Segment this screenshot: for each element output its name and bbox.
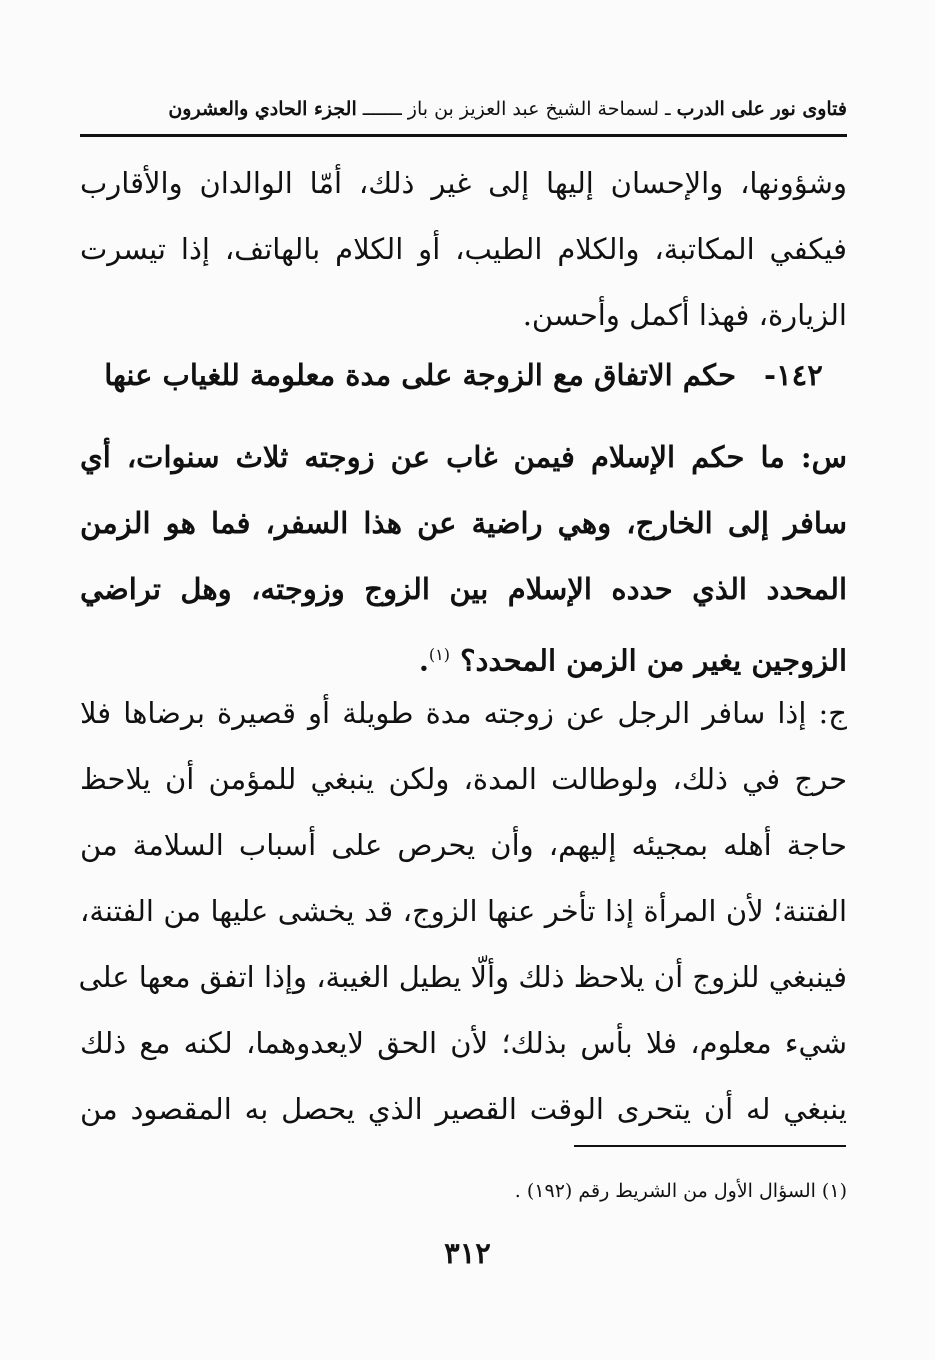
answer-paragraph bbox=[80, 680, 847, 1142]
text-line: فينبغي للزوج أن يلاحظ ذلك وألّا يطيل الغيبة، وإذا اتفق معها على bbox=[78, 960, 847, 994]
volume-label: الجزء الحادي والعشرون bbox=[168, 98, 357, 120]
question-last-text: الزوجين يغير من الزمن المحدد؟ bbox=[460, 643, 847, 678]
header-rule bbox=[80, 134, 847, 137]
continuation-paragraph bbox=[80, 150, 847, 348]
header-dash: ـــــــ bbox=[356, 98, 408, 120]
section-heading bbox=[80, 358, 847, 392]
text-line: حاجة أهله بمجيئه إليهم، وأن يحرص على أسباب السلامة من bbox=[80, 828, 847, 862]
text-line: الزيارة، فهذا أكمل وأحسن. bbox=[522, 298, 847, 332]
page-number: ٣١٢ bbox=[444, 1236, 491, 1270]
header-separator: ـ bbox=[659, 98, 677, 120]
section-number: ١٤٢- bbox=[764, 358, 823, 392]
footnote-reference: (١) bbox=[428, 645, 451, 664]
question-paragraph bbox=[80, 424, 847, 688]
text-line: المحدد الذي حدده الإسلام بين الزوج وزوجته، وهل تراضي bbox=[80, 572, 847, 606]
text-line: شيء معلوم، فلا بأس بذلك؛ لأن الحق لايعدوهما، لكنه مع ذلك bbox=[80, 1026, 847, 1060]
text-line: ج: إذا سافر الرجل عن زوجته مدة طويلة أو قصيرة برضاها فلا bbox=[80, 696, 847, 730]
text-line bbox=[80, 622, 847, 688]
text-line: الفتنة؛ لأن المرأة إذا تأخر عنها الزوج، قد يخشى عليها من الفتنة، bbox=[80, 894, 847, 928]
text-line: حرج في ذلك، ولوطالت المدة، ولكن ينبغي للمؤمن أن يلاحظ bbox=[80, 762, 847, 796]
footnote-separator bbox=[574, 1145, 846, 1147]
text-line: فيكفي المكاتبة، والكلام الطيب، أو الكلام بالهاتف، إذا تيسرت bbox=[80, 232, 847, 266]
running-header bbox=[80, 98, 847, 120]
header-author: لسماحة الشيخ عبد العزيز بن باز bbox=[407, 98, 659, 120]
text-line: سافر إلى الخارج، وهي راضية عن هذا السفر، فما هو الزمن bbox=[80, 506, 847, 540]
footnote: (١) السؤال الأول من الشريط رقم (١٩٢) . bbox=[514, 1180, 847, 1202]
book-title: فتاوى نور على الدرب bbox=[676, 98, 847, 120]
text-line: وشؤونها، والإحسان إليها إلى غير ذلك، أمّا الوالدان والأقارب bbox=[80, 166, 847, 200]
section-title: حكم الاتفاق مع الزوجة على مدة معلومة للغياب عنها bbox=[104, 358, 737, 392]
text-line: س: ما حكم الإسلام فيمن غاب عن زوجته ثلاث سنوات، أي bbox=[80, 440, 847, 474]
text-line: ينبغي له أن يتحرى الوقت القصير الذي يحصل به المقصود من bbox=[80, 1092, 847, 1126]
question-end-mark: . bbox=[418, 643, 429, 678]
